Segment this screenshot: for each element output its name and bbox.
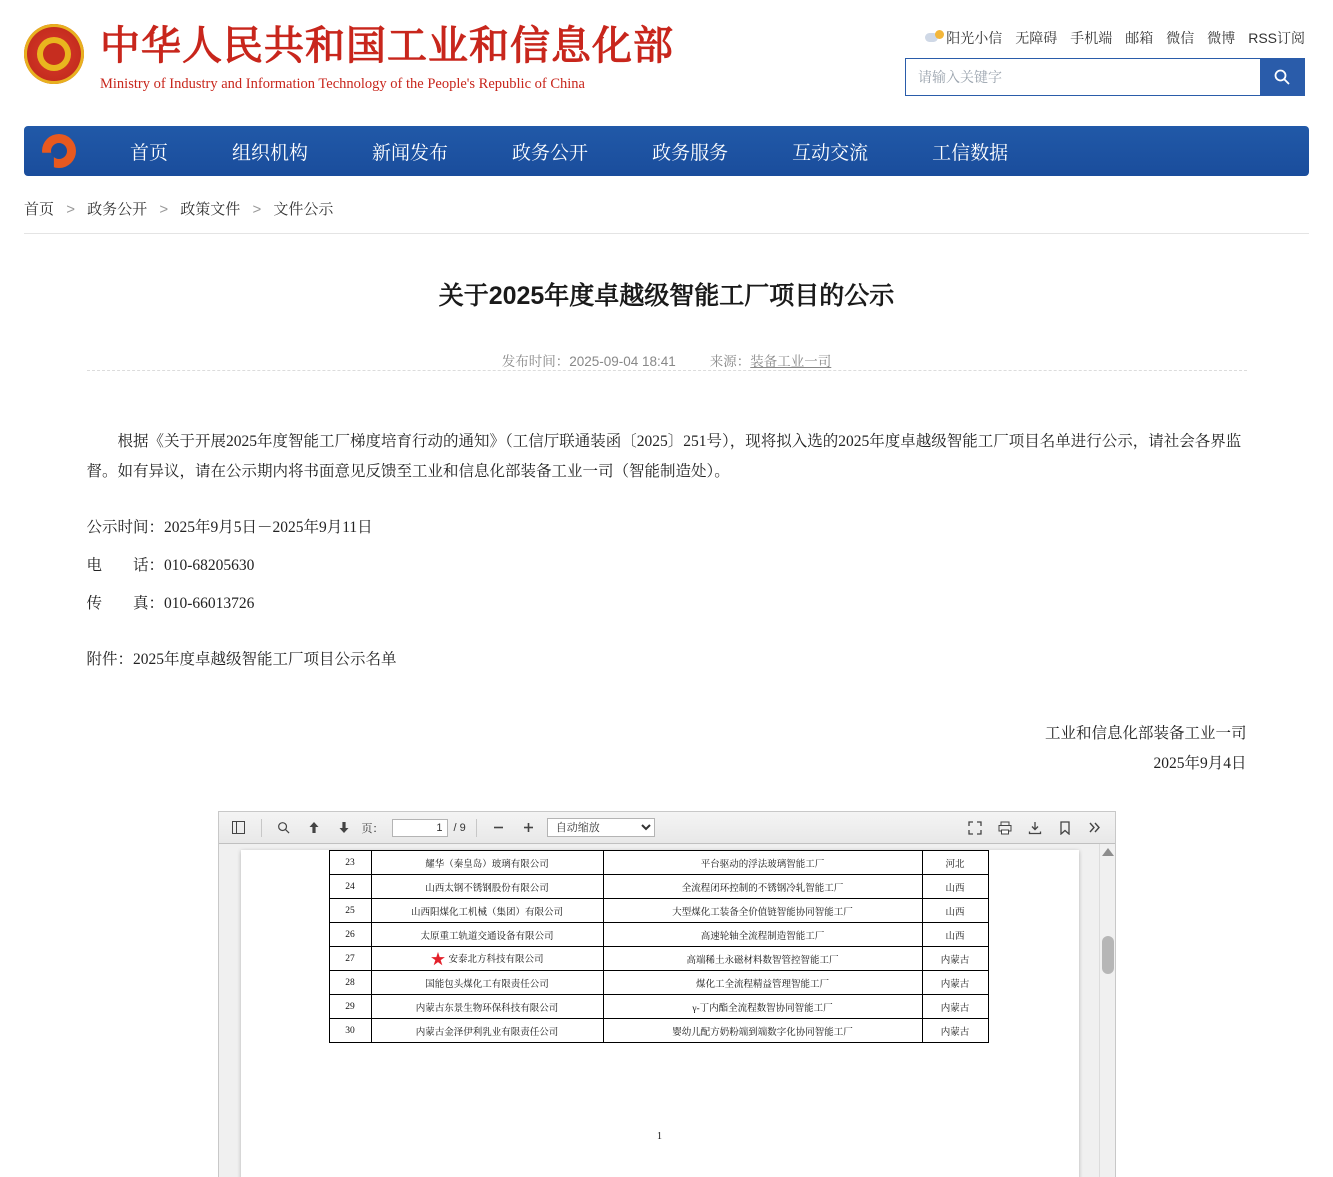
table-row bbox=[329, 947, 988, 971]
breadcrumb-separator: > bbox=[252, 201, 262, 218]
signature-org: 工业和信息化部装备工业一司 bbox=[1044, 725, 1247, 742]
publish-time-value: 2025-09-04 18:41 bbox=[569, 354, 676, 369]
top-link-wechat[interactable]: 微信 bbox=[1166, 30, 1195, 46]
search-input[interactable] bbox=[906, 59, 1260, 95]
pdf-prev-page-icon[interactable] bbox=[302, 817, 326, 839]
row-region: 内蒙古 bbox=[922, 947, 988, 971]
sidebar-toggle-icon[interactable] bbox=[227, 817, 251, 839]
page-title: 关于2025年度卓越级智能工厂项目的公示 bbox=[438, 282, 895, 310]
row-project: 平台驱动的浮法玻璃智能工厂 bbox=[603, 851, 922, 875]
table-row bbox=[329, 923, 988, 947]
pdf-toolbar bbox=[219, 812, 1115, 844]
scrollbar-thumb[interactable] bbox=[1102, 936, 1114, 974]
site-header bbox=[0, 0, 1333, 118]
row-company bbox=[371, 947, 603, 971]
row-company: 山西阳煤化工机械（集团）有限公司 bbox=[371, 899, 603, 923]
pdf-page-total: / 9 bbox=[453, 821, 466, 834]
row-company: 山西太钢不锈钢股份有限公司 bbox=[371, 875, 603, 899]
miit-logo-icon bbox=[42, 134, 76, 168]
table-row bbox=[329, 1019, 988, 1043]
row-project: 高端稀土永磁材料数智管控智能工厂 bbox=[603, 947, 922, 971]
row-company: 国能包头煤化工有限责任公司 bbox=[371, 971, 603, 995]
article-phone: 电 话：010-68205630 bbox=[86, 557, 255, 574]
pdf-page-footer-number: 1 bbox=[657, 1131, 662, 1142]
national-emblem-icon bbox=[24, 20, 90, 86]
article-fax: 传 真：010-66013726 bbox=[86, 595, 255, 612]
pdf-bookmark-icon[interactable] bbox=[1053, 817, 1077, 839]
row-project: 全流程闭环控制的不锈钢冷轧智能工厂 bbox=[603, 875, 922, 899]
pdf-scrollbar[interactable] bbox=[1099, 844, 1115, 1177]
nav-item-interaction[interactable]: 互动交流 bbox=[792, 142, 869, 164]
article-paragraph-1: 根据《关于开展2025年度智能工厂梯度培育行动的通知》（工信厅联通装函〔2025〕251号），现将拟入选的2025年度卓越级智能工厂项目名单进行公示，请社会各界监督。如有异议，请在公示期内将书面意见反馈至工业和信息化部装备工业一司（智能制造处）。 bbox=[86, 433, 1242, 480]
row-company-label: 安泰北方科技有限公司 bbox=[448, 955, 544, 965]
row-project: 大型煤化工装备全价值链智能协同智能工厂 bbox=[603, 899, 922, 923]
pdf-zoom-select[interactable] bbox=[547, 818, 655, 837]
breadcrumb bbox=[24, 198, 1309, 234]
pdf-download-icon[interactable] bbox=[1023, 817, 1047, 839]
main-nav bbox=[24, 126, 1309, 176]
search-box bbox=[905, 58, 1305, 96]
row-company: 内蒙古东景生物环保科技有限公司 bbox=[371, 995, 603, 1019]
row-no: 25 bbox=[329, 899, 371, 923]
article-notice-period: 公示时间：2025年9月5日－2025年9月11日 bbox=[86, 519, 373, 536]
pdf-zoom-in-button[interactable] bbox=[517, 817, 541, 839]
search-icon bbox=[1273, 68, 1291, 86]
article-meta-wrap bbox=[87, 350, 1247, 371]
pdf-page bbox=[241, 850, 1079, 1177]
row-region: 内蒙古 bbox=[922, 1019, 988, 1043]
table-row bbox=[329, 851, 988, 875]
nav-item-data[interactable]: 工信数据 bbox=[932, 142, 1009, 164]
scroll-up-arrow-icon[interactable] bbox=[1102, 848, 1114, 856]
row-project: 煤化工全流程精益管理智能工厂 bbox=[603, 971, 922, 995]
row-company: 内蒙古金泽伊利乳业有限责任公司 bbox=[371, 1019, 603, 1043]
table-row bbox=[329, 875, 988, 899]
row-no: 24 bbox=[329, 875, 371, 899]
row-project: 高速轮轴全流程制造智能工厂 bbox=[603, 923, 922, 947]
row-no: 23 bbox=[329, 851, 371, 875]
top-link-mobile[interactable]: 手机端 bbox=[1070, 30, 1113, 46]
site-title-en: Ministry of Industry and Information Technology of the People's Republic of China bbox=[100, 76, 585, 92]
site-title-cn: 中华人民共和国工业和信息化部 bbox=[100, 23, 674, 68]
pdf-table bbox=[329, 850, 989, 1043]
breadcrumb-separator: > bbox=[66, 201, 75, 218]
nav-item-organization[interactable]: 组织机构 bbox=[232, 142, 309, 164]
publish-time-label: 发布时间： bbox=[501, 354, 570, 369]
top-link-sunshine-label: 阳光小信 bbox=[946, 30, 1003, 46]
table-row bbox=[329, 995, 988, 1019]
row-no: 29 bbox=[329, 995, 371, 1019]
nav-item-home[interactable]: 首页 bbox=[130, 142, 169, 164]
top-link-accessibility[interactable]: 无障碍 bbox=[1015, 30, 1058, 46]
pdf-zoom-out-button[interactable] bbox=[487, 817, 511, 839]
table-row bbox=[329, 971, 988, 995]
row-project: γ-丁内酯全流程数智协同智能工厂 bbox=[603, 995, 922, 1019]
pdf-next-page-icon[interactable] bbox=[332, 817, 356, 839]
breadcrumb-item-2[interactable]: 政策文件 bbox=[180, 201, 241, 218]
star-marker-icon: ★ bbox=[430, 952, 446, 968]
pdf-more-tools-icon[interactable] bbox=[1083, 817, 1107, 839]
pdf-find-icon[interactable] bbox=[272, 817, 296, 839]
source-label: 来源： bbox=[709, 354, 751, 369]
pdf-page-label: 页： bbox=[361, 822, 384, 835]
breadcrumb-item-3[interactable]: 文件公示 bbox=[273, 201, 334, 218]
pdf-fullscreen-icon[interactable] bbox=[963, 817, 987, 839]
nav-item-government-disclosure[interactable]: 政务公开 bbox=[512, 142, 589, 164]
row-region: 河北 bbox=[922, 851, 988, 875]
article bbox=[87, 276, 1247, 779]
row-no: 28 bbox=[329, 971, 371, 995]
row-project: 婴幼儿配方奶粉端到端数字化协同智能工厂 bbox=[603, 1019, 922, 1043]
row-company: 耀华（秦皇岛）玻璃有限公司 bbox=[371, 851, 603, 875]
article-meta bbox=[87, 350, 1247, 370]
pdf-print-icon[interactable] bbox=[993, 817, 1017, 839]
pdf-stage[interactable] bbox=[219, 844, 1115, 1177]
breadcrumb-separator: > bbox=[159, 201, 169, 218]
row-region: 内蒙古 bbox=[922, 971, 988, 995]
top-link-mail[interactable]: 邮箱 bbox=[1125, 30, 1154, 46]
top-link-rss[interactable]: RSS订阅 bbox=[1248, 30, 1305, 46]
pdf-viewer bbox=[218, 811, 1116, 1177]
top-utility-links bbox=[925, 28, 1305, 48]
source-value: 装备工业一司 bbox=[750, 354, 832, 369]
row-no: 26 bbox=[329, 923, 371, 947]
row-no: 27 bbox=[329, 947, 371, 971]
pdf-page-input[interactable] bbox=[392, 819, 448, 837]
article-body bbox=[87, 427, 1247, 779]
row-region: 内蒙古 bbox=[922, 995, 988, 1019]
top-link-sunshine[interactable] bbox=[925, 28, 1002, 48]
breadcrumb-item-0[interactable]: 首页 bbox=[24, 201, 55, 218]
site-title-block bbox=[100, 22, 674, 93]
row-company: 太原重工轨道交通设备有限公司 bbox=[371, 923, 603, 947]
top-link-weibo[interactable]: 微博 bbox=[1207, 30, 1236, 46]
row-region: 山西 bbox=[922, 875, 988, 899]
sun-icon bbox=[925, 30, 944, 45]
signature-date: 2025年9月4日 bbox=[1153, 755, 1247, 772]
nav-item-government-services[interactable]: 政务服务 bbox=[652, 142, 729, 164]
nav-item-news[interactable]: 新闻发布 bbox=[372, 142, 449, 164]
search-button[interactable] bbox=[1260, 59, 1304, 95]
row-no: 30 bbox=[329, 1019, 371, 1043]
article-attachment[interactable]: 附件：2025年度卓越级智能工厂项目公示名单 bbox=[86, 651, 397, 668]
row-region: 山西 bbox=[922, 923, 988, 947]
breadcrumb-item-1[interactable]: 政务公开 bbox=[87, 201, 148, 218]
table-row bbox=[329, 899, 988, 923]
article-signature bbox=[87, 719, 1247, 779]
row-region: 山西 bbox=[922, 899, 988, 923]
